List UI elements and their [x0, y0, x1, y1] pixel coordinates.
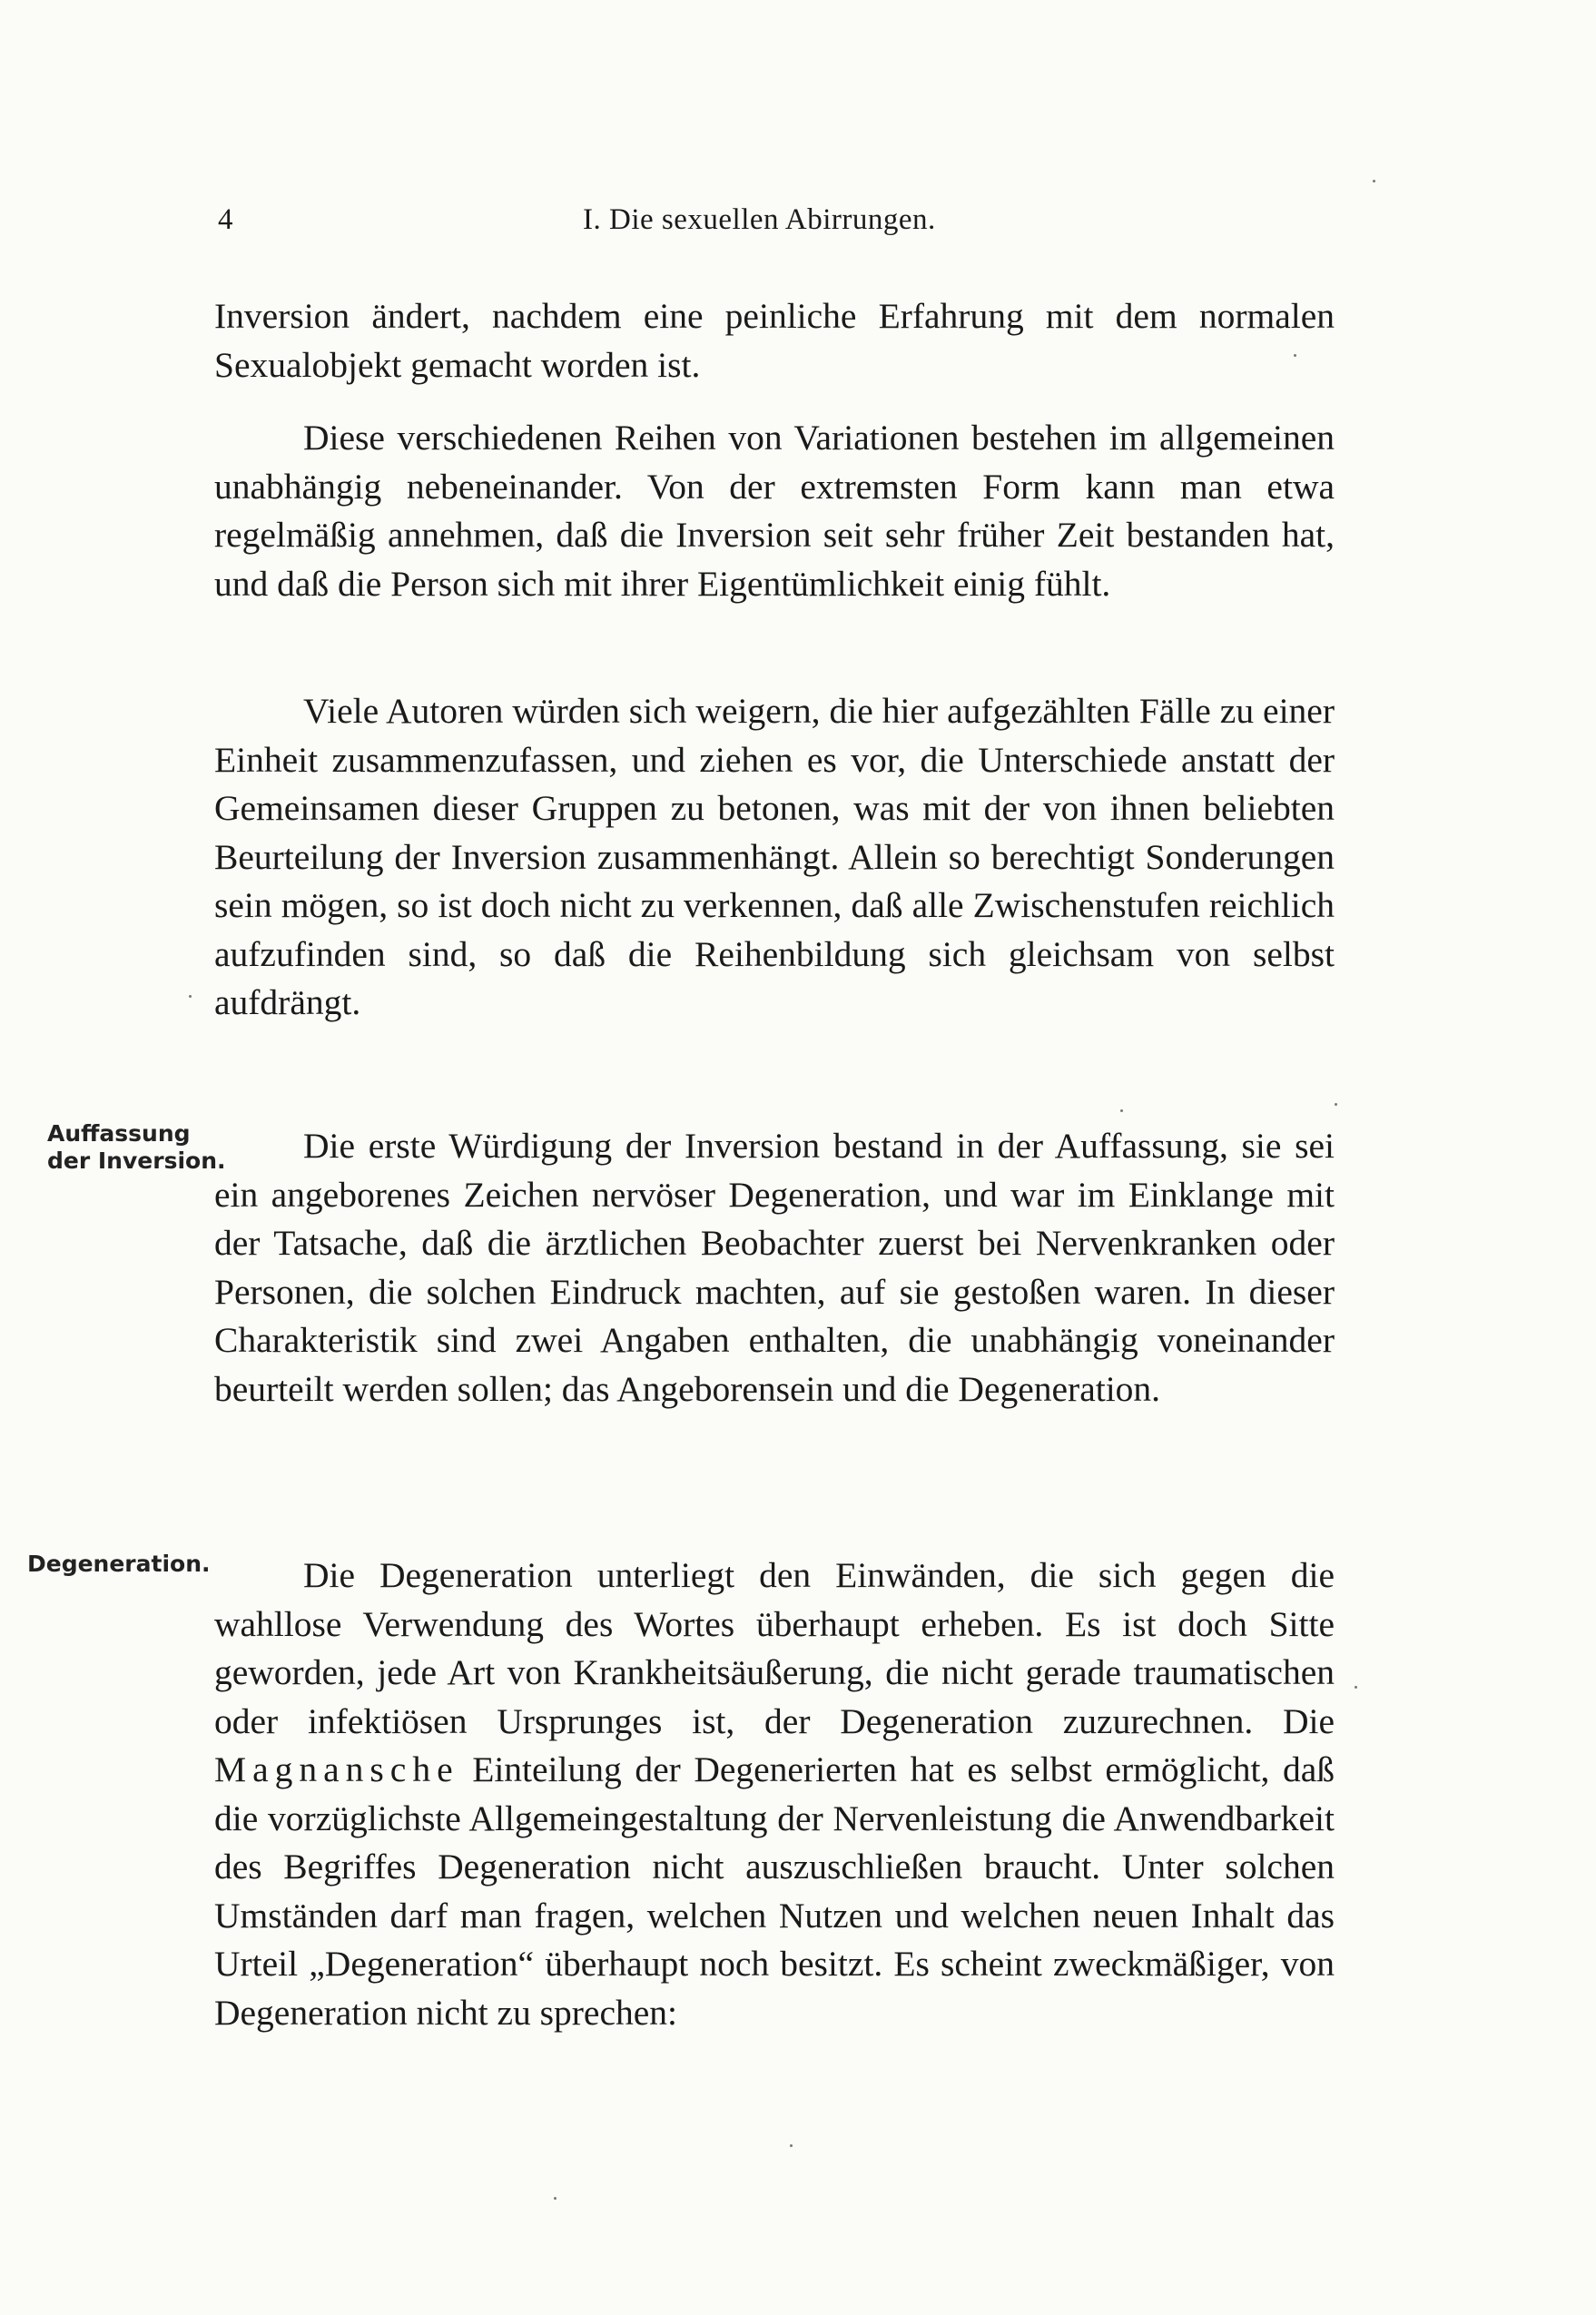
- paragraph-5: [214, 1552, 1335, 2037]
- paragraph-3: [214, 687, 1335, 1028]
- scan-speck: [1355, 1686, 1357, 1689]
- margin-note-line: der Inversion.: [47, 1148, 226, 1174]
- paragraph-text: Diese verschiedenen Reihen von Variationen bestehen im allgemeinen unabhängig nebeneinander. Von der extremsten Form kann man etwa regelmäßig annehmen, daß die Inversion seit sehr früher Zeit bestanden hat, und daß die Person sich mit ihrer Eigentümlichkeit einig fühlt.: [214, 418, 1335, 604]
- running-title: I. Die sexuellen Abirrungen.: [583, 203, 936, 236]
- page-number: 4: [218, 203, 233, 236]
- paragraph-text: Die erste Würdigung der Inversion bestand in der Auffassung, sie sei ein angeborenes Zeichen nervöser Degeneration, und war im Einklange mit der Tatsache, daß die ärztlichen Beobachter zuerst bei Nervenkranken oder Personen, die solchen Eindruck machten, auf sie gestoßen waren. In dieser Charakteristik sind zwei Angaben enthalten, die unabhängig voneinander beurteilt werden sollen; das Angeborensein und die Degeneration.: [214, 1126, 1335, 1409]
- scan-speck: [189, 995, 192, 998]
- scan-speck: [790, 2144, 793, 2147]
- margin-note-line: Degeneration.: [27, 1551, 211, 1577]
- paragraph-2: [214, 414, 1335, 608]
- margin-note-line: Auffassung: [47, 1120, 191, 1147]
- scan-speck: [1120, 1109, 1123, 1112]
- paragraph-text-part: Einteilung der Degenerierten hat es selbst ermöglicht, daß die vorzüglichste Allgemeingestaltung der Nervenleistung die Anwendbarkeit des Begriffes Degeneration nicht auszuschließen braucht. Unter solchen Umständen darf man fragen, welchen Nutzen und welchen neuen Inhalt das Urteil „Degeneration“ überhaupt noch besitzt. Es scheint zweckmäßiger, von Degeneration nicht zu sprechen:: [214, 1749, 1335, 2033]
- margin-note-degeneration: [27, 1551, 211, 1578]
- scan-speck: [554, 2197, 557, 2200]
- paragraph-text: [214, 1552, 1335, 2037]
- emphasized-name: Magnansche: [214, 1749, 459, 1789]
- paragraph-1: [214, 292, 1335, 389]
- paragraph-text-part: Die Degeneration unterliegt den Einwänden, die sich gegen die wahllose Verwendung des Wortes überhaupt erheben. Es ist doch Sitte geworden, jede Art von Krankheitsäußerung, die nicht gerade traumatischen oder infektiösen Ursprunges ist, der Degeneration zuzurechnen. Die: [214, 1555, 1335, 1741]
- scan-speck: [1294, 354, 1296, 357]
- paragraph-text: Inversion ändert, nachdem eine peinliche Erfahrung mit dem normalen Sexualobjekt gemacht worden ist.: [214, 296, 1335, 385]
- scan-speck: [1373, 180, 1375, 182]
- paragraph-text: Viele Autoren würden sich weigern, die hier aufgezählten Fälle zu einer Einheit zusammenzufassen, und ziehen es vor, die Unterschiede anstatt der Gemeinsamen dieser Gruppen zu betonen, was mit der von ihnen beliebten Beurteilung der Inversion zusammenhängt. Allein so berechtigt Sonderungen sein mögen, so ist doch nicht zu verkennen, daß alle Zwischenstufen reichlich aufzufinden sind, so daß die Reihenbildung sich gleichsam von selbst aufdrängt.: [214, 691, 1335, 1022]
- margin-note-auffassung: [47, 1120, 225, 1175]
- scan-speck: [1335, 1103, 1337, 1106]
- paragraph-4: [214, 1122, 1335, 1414]
